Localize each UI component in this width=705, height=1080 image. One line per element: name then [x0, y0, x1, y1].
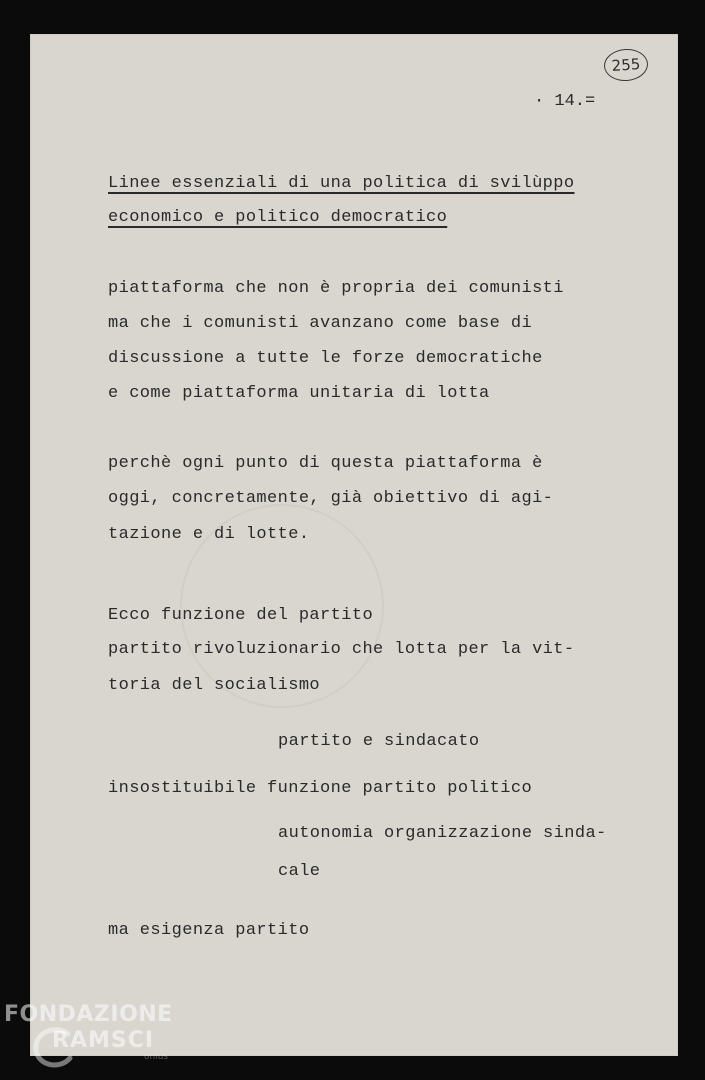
indented-line: cale [278, 862, 321, 881]
paragraph1-line: piattaforma che non è propria dei comunisti [108, 279, 564, 298]
document-page [30, 34, 678, 1056]
archive-number: 255 [611, 55, 641, 75]
paragraph1-line: ma che i comunisti avanzano come base di [108, 314, 533, 333]
paragraph2-line: perchè ogni punto di questa piattaforma è [108, 454, 543, 473]
indented-line: partito e sindacato [278, 732, 480, 751]
paragraph3-line: partito rivoluzionario che lotta per la vit- [108, 640, 575, 659]
paragraph2-line: tazione e di lotte. [108, 525, 310, 544]
indented-line: autonomia organizzazione sinda- [278, 824, 607, 843]
closing-line: ma esigenza partito [108, 921, 310, 940]
logo-text-line1: FONDAZIONE [4, 1002, 173, 1027]
title-line-2: economico e politico democratico [108, 208, 448, 227]
logo-subtitle: onlus [144, 1052, 169, 1062]
archive-number-stamp [603, 48, 649, 83]
insostituibile-line: insostituibile funzione partito politico [108, 779, 533, 798]
paragraph2-line: oggi, concretamente, già obiettivo di agi- [108, 489, 554, 508]
paragraph3-line: Ecco funzione del partito [108, 606, 374, 625]
paragraph3-line: toria del socialismo [108, 676, 321, 695]
logo-text-line2: RAMSCI [52, 1028, 155, 1053]
paragraph1-line: e come piattaforma unitaria di lotta [108, 384, 490, 403]
title-line-1: Linee essenziali di una politica di svilùppo [108, 174, 575, 193]
page-number: · 14.= [534, 92, 596, 111]
paragraph1-line: discussione a tutte le forze democratiche [108, 349, 543, 368]
fondazione-gramsci-logo [4, 1002, 204, 1072]
